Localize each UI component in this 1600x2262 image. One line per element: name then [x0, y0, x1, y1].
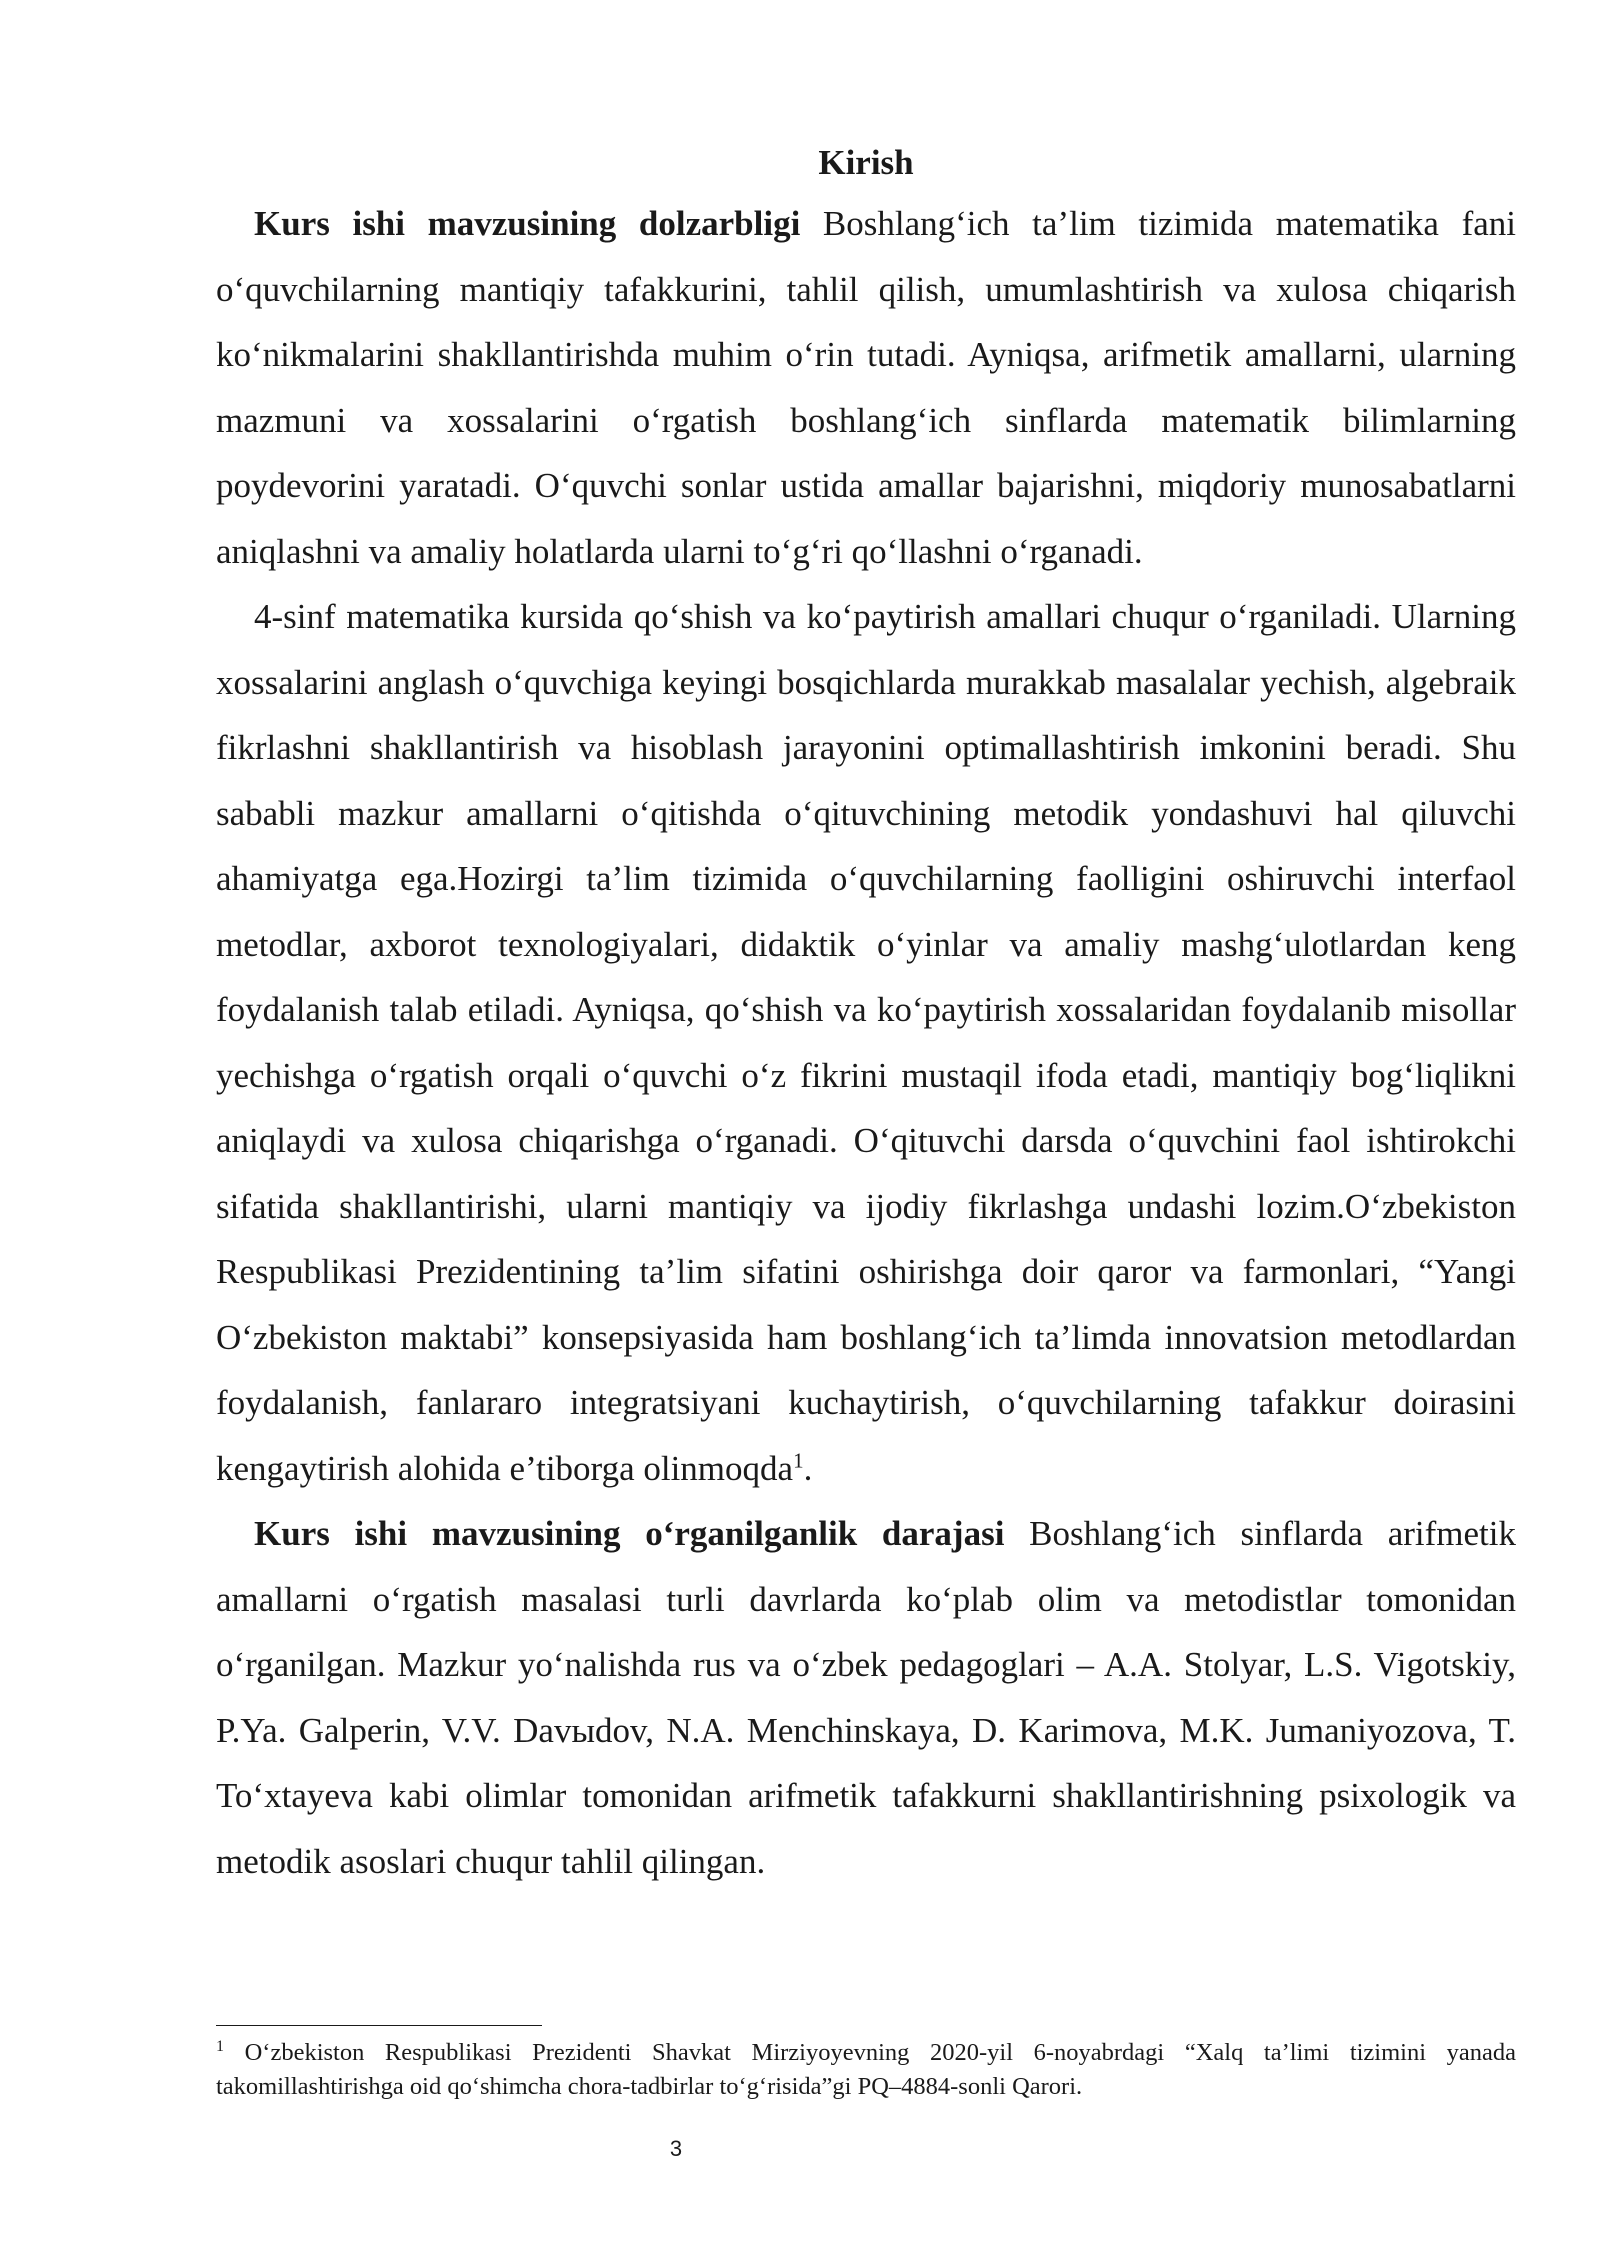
- paragraph-relevance: [216, 191, 1516, 584]
- document-body: [216, 135, 1516, 1894]
- paragraph-text: 4-sinf matematika kursida qo‘shish va ko‘paytirish amallari chuqur o‘rganiladi. Ularning xossalarini anglash o‘quvchiga keyingi bosqichlarda murakkab masalalar yechish, algebraik fikrlashni shakllantirish va hisoblash jarayonini optimallashtirish imkonini beradi. Shu sababli mazkur amallarni o‘qitishda o‘qituvchining metodik yondashuvi hal qiluvchi ahamiyatga ega.Hozirgi ta’lim tizimida o‘quvchilarning faolligini oshiruvchi interfaol metodlar, axborot texnologiyalari, didaktik o‘yinlar va amaliy mashg‘ulotlardan keng foydalanish talab etiladi. Ayniqsa, qo‘shish va ko‘paytirish xossalaridan foydalanib misollar yechishga o‘rgatish orqali o‘quvchi o‘z fikrini mustaqil ifoda etadi, mantiqiy bog‘liqlikni aniqlaydi va xulosa chiqarishga o‘rganadi. O‘qituvchi darsda o‘quvchini faol ishtirokchi sifatida shakllantirishi, ularni mantiqiy va ijodiy fikrlashga undashi lozim.O‘zbekiston Respublikasi Prezidentining ta’lim sifatini oshirishga doir qaror va farmonlari, “Yangi O‘zbekiston maktabi” konsepsiyasida ham boshlang‘ich ta’limda innovatsion metodlardan foydalanish, fanlararo integratsiyani kuchaytirish, o‘quvchilarning tafakkur doirasini kengaytirish alohida e’tiborga olinmoqda: [216, 597, 1516, 1488]
- paragraph-research-level: [216, 1501, 1516, 1894]
- footnote-marker: 1: [216, 2037, 224, 2055]
- page-number: 3: [669, 2136, 683, 2161]
- paragraph-text: Boshlang‘ich sinflarda arifmetik amallarni o‘rgatish masalasi turli davrlarda ko‘plab olim va metodistlar tomonidan o‘rganilgan. Mazkur yo‘nalishda rus va o‘zbek pedagoglari – A.A. Stolyar, L.S. Vigotskiy, P.Ya. Galperin, V.V. Davыdov, N.A. Menchinskaya, D. Karimova, M.K. Jumaniyozova, T. To‘xtayeva kabi olimlar tomonidan arifmetik tafakkurni shakllantirishning psixologik va metodik asoslari chuqur tahlil qilingan.: [216, 1514, 1516, 1881]
- footnote-reference[interactable]: 1: [793, 1447, 804, 1472]
- paragraph-tail: .: [803, 1448, 813, 1488]
- paragraph-lead-relevance: Kurs ishi mavzusining dolzarbligi: [254, 204, 801, 243]
- paragraph-text: Boshlang‘ich ta’lim tizimida matematika fani o‘quvchilarning mantiqiy tafakkurini, tahlil qilish, umumlashtirish va xulosa chiqarish ko‘nikmalarini shakllantirishda muhim o‘rin tutadi. Ayniqsa, arifmetik amallarni, ularning mazmuni va xossalarini o‘rgatish boshlang‘ich sinflarda matematik bilimlarning poydevorini yaratadi. O‘quvchi sonlar ustida amallar bajarishni, miqdoriy munosabatlarni aniqlashni va amaliy holatlarda ularni to‘g‘ri qo‘llashni o‘rganadi.: [216, 204, 1516, 571]
- footnote: [216, 2036, 1516, 2104]
- paragraph-lead-research-level: Kurs ishi mavzusining o‘rganilganlik darajasi: [254, 1514, 1005, 1553]
- footnote-separator: [216, 2025, 542, 2026]
- section-title: Kirish: [818, 143, 914, 182]
- footnote-text: O‘zbekiston Respublikasi Prezidenti Shavkat Mirziyoyevning 2020-yil 6-noyabrdagi “Xalq ta’limi tizimini yanada takomillashtirishga oid qo‘shimcha chora-tadbirlar to‘g‘risida”gi PQ–4884-sonli Qarori.: [216, 2039, 1516, 2100]
- paragraph-course-content: [216, 584, 1516, 1501]
